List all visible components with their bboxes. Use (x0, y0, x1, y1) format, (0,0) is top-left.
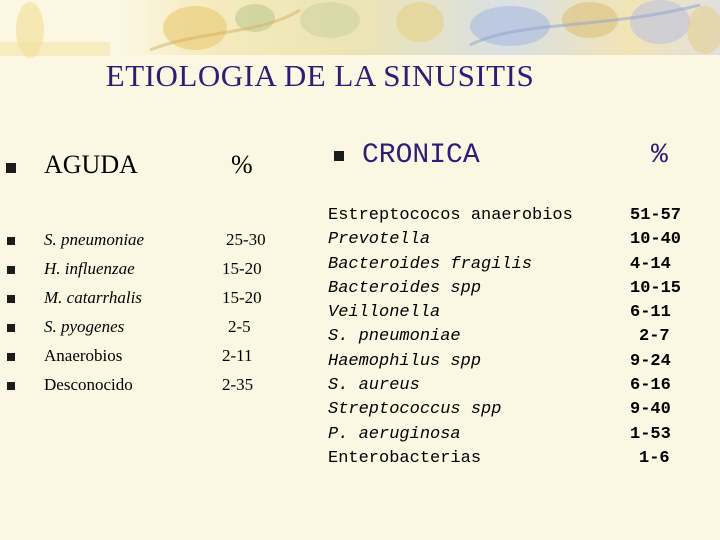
square-bullet-icon (7, 237, 15, 245)
cronica-organism: Prevotella (328, 230, 431, 250)
square-bullet-icon (7, 266, 15, 274)
cronica-percentage: 1-6 (639, 448, 670, 468)
cronica-organism: Estreptococos anaerobios (328, 206, 573, 225)
cronica-organism: Haemophilus spp (328, 351, 482, 371)
cronica-percentage: 10-40 (630, 230, 682, 250)
cronica-pct-header: % (651, 140, 668, 171)
cronica-pct-list (630, 204, 700, 471)
aguda-organism: H. influenzae (44, 259, 135, 278)
square-bullet-icon (7, 324, 15, 332)
cronica-organism: S. pneumoniae (328, 327, 461, 347)
cronica-percentage: 9-24 (630, 351, 671, 371)
cronica-organism: S. aureus (328, 376, 420, 396)
cronica-organism: Streptococcus spp (328, 400, 502, 420)
cronica-header: CRONICA (362, 140, 480, 171)
cronica-organism: P. aeruginosa (328, 424, 461, 444)
cronica-percentage: 6-16 (630, 376, 671, 396)
aguda-organism: M. catarrhalis (44, 288, 142, 307)
cronica-percentage: 9-40 (630, 400, 671, 420)
cronica-percentage: 6-11 (630, 303, 671, 323)
aguda-percentage: 15-20 (222, 288, 262, 307)
square-bullet-icon (7, 295, 15, 303)
leaf-pattern-icon (0, 0, 720, 60)
aguda-percentage: 2-11 (222, 346, 253, 365)
cronica-organism: Bacteroides spp (328, 278, 482, 298)
aguda-header: AGUDA (44, 150, 138, 179)
square-bullet-icon (6, 163, 16, 173)
cronica-percentage: 51-57 (630, 206, 682, 225)
aguda-organism: S. pyogenes (44, 317, 125, 336)
cronica-percentage: 4-14 (630, 254, 671, 274)
cronica-percentage: 2-7 (639, 327, 670, 347)
cronica-organism-list (328, 204, 573, 471)
aguda-pct-header: % (231, 150, 253, 179)
aguda-percentage: 25-30 (226, 230, 266, 249)
cronica-percentage: 10-15 (630, 278, 682, 298)
aguda-percentage: 15-20 (222, 259, 262, 278)
aguda-percentage: 2-5 (228, 317, 251, 336)
square-bullet-icon (7, 382, 15, 390)
cronica-percentage: 1-53 (630, 424, 671, 444)
aguda-organism: Desconocido (44, 375, 133, 394)
cronica-organism: Bacteroides fragilis (328, 254, 533, 274)
cronica-organism: Veillonella (328, 303, 441, 323)
cronica-organism: Enterobacterias (328, 448, 482, 468)
aguda-percentage: 2-35 (222, 375, 254, 394)
decorative-banner (0, 0, 720, 60)
square-bullet-icon (334, 151, 344, 161)
aguda-organism: Anaerobios (44, 346, 123, 365)
page-title: ETIOLOGIA DE LA SINUSITIS (105, 58, 535, 93)
square-bullet-icon (7, 353, 15, 361)
aguda-organism: S. pneumoniae (44, 230, 145, 249)
